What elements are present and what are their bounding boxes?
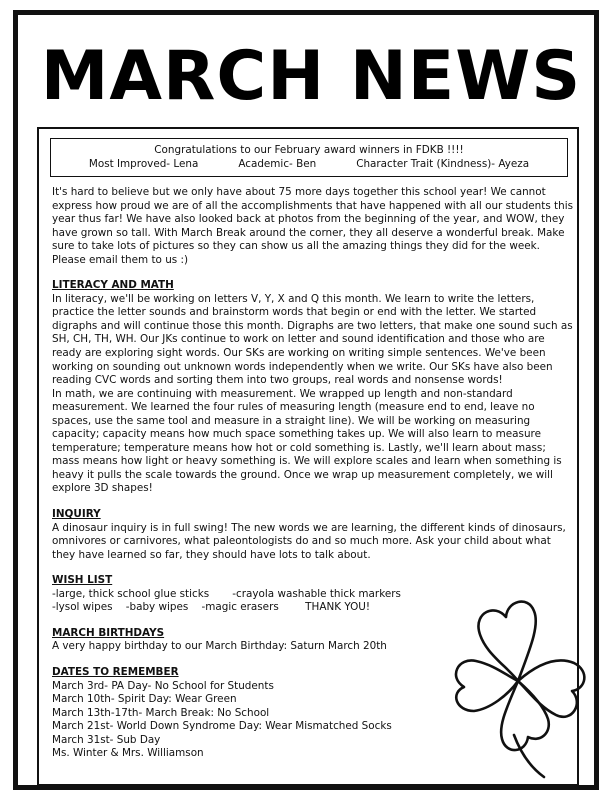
birthdays-text: A very happy birthday to our March Birthday: Saturn March 20th	[52, 640, 387, 653]
date-item: March 13th-17th- March Break: No School	[52, 706, 270, 719]
literacy-paragraph: In literacy, we'll be working on letters V, Y, X and Q this month. We learn to write the letters, practice the letter sounds and brainstorm words that begin or end with the letter. We started digraphs and will continue those this month. Digraphs are two letters, that make one sound such as SH, CH, TH, WH. Our JKs continue to work on letter and sound identification and those who are ready are exploring sight words. Our SKs are working on writing simple sentences. We've been working on sounding out unknown words independently when we write. Our SKs have also been reading CVC words and sorting them into two groups, real words and nonsense words!	[52, 292, 573, 387]
award-most-improved: Most Improved- Lena	[88, 158, 199, 170]
inquiry-section	[52, 508, 574, 562]
award-character: Character Trait (Kindness)- Ayeza	[356, 158, 530, 170]
birthdays-heading: MARCH BIRTHDAYS	[52, 626, 165, 639]
newsletter-frame	[13, 10, 599, 790]
intro-paragraph: It's hard to believe but we only have about 75 more days together this school year! We cannot express how proud we are of all the accomplishments that have happened with all our students this year thus far! We have also looked back at photos from the beginning of the year, and WOW, they have grown so tall. With March Break around the corner, they all deserve a wonderful break. Make sure to take lots of pictures so they can show us all the amazing things they did for the week. Please email them to us :)	[52, 186, 574, 266]
wishlist-line: -large, thick school glue sticks -crayola washable thick markers	[52, 587, 401, 600]
shamrock-outline-icon	[444, 581, 594, 781]
date-item: March 10th- Spirit Day: Wear Green	[52, 693, 237, 706]
content-box	[37, 127, 579, 786]
literacy-heading: LITERACY AND MATH	[52, 279, 174, 292]
literacy-section	[52, 279, 574, 496]
dates-heading: DATES TO REMEMBER	[52, 665, 179, 678]
award-winners	[51, 157, 567, 171]
wishlist-heading: WISH LIST	[52, 574, 113, 587]
inquiry-paragraph: A dinosaur inquiry is in full swing! The new words we are learning, the different kinds of dinosaurs, omnivores or carnivores, what paleontologists do and so much more. Ask your child about what they have learned so far, they should have lots to talk about.	[52, 521, 566, 561]
date-item: March 3rd- PA Day- No School for Students	[52, 679, 274, 692]
award-heading: Congratulations to our February award winners in FDKB !!!!	[154, 144, 464, 156]
wishlist-line: -lysol wipes -baby wipes -magic erasers THANK YOU!	[52, 601, 371, 614]
date-item: March 21st- World Down Syndrome Day: Wear Mismatched Socks	[52, 720, 392, 733]
inquiry-heading: INQUIRY	[52, 508, 101, 521]
award-box	[50, 138, 568, 177]
signature: Ms. Winter & Mrs. Williamson	[52, 747, 204, 760]
date-item: March 31st- Sub Day	[52, 733, 161, 746]
math-paragraph: In math, we are continuing with measurement. We wrapped up length and non-standard measurement. We learned the four rules of measuring length (measure end to end, leave no spaces, use the same tool and measure in a straight line). We will be working on measuring capacity; capacity means how much space something takes up. We will also learn to measure temperature; temperature means how hot or cold something is. Lastly, we'll learn about mass; mass means how light or heavy something is. We will explore scales and learn when something is heavy it pulls the scale towards the ground. Once we wrap up measurement completely, we will explore 3D shapes!	[52, 387, 562, 495]
award-academic: Academic- Ben	[238, 158, 317, 170]
page-title: MARCH NEWS	[40, 37, 582, 116]
